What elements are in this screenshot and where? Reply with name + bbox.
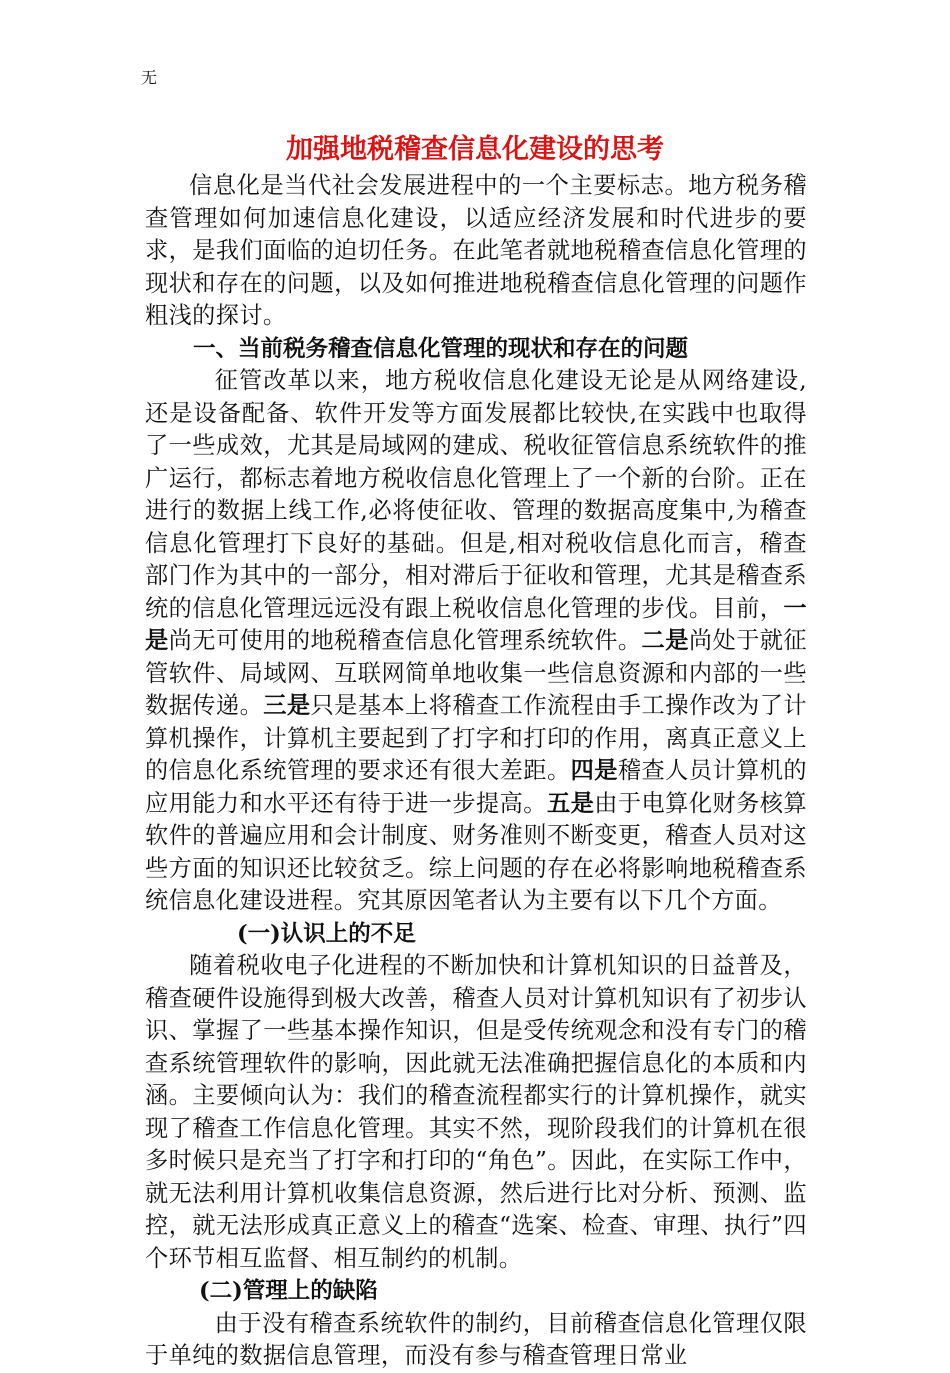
subsection2-paragraph: 由于没有稽查系统软件的制约，目前稽查信息化管理仅限于单纯的数据信息管理，而没有参与稽查管理日常业 bbox=[145, 1309, 807, 1369]
point-two-label: 二是 bbox=[641, 627, 689, 654]
point-four-text: 稽查人员计算机的应用能力和水平还有待于进一步提高。 bbox=[145, 757, 807, 817]
point-one-text: 尚无可使用的地税稽查信息化管理系统软件。 bbox=[168, 627, 642, 654]
point-five-label: 五是 bbox=[546, 789, 595, 817]
subsection1-paragraph: 随着税收电子化进程的不断加快和计算机知识的日益普及，稽查硬件设施得到极大改善，稽查人员对计算机知识有了初步认识、掌握了一些基本操作知识，但是受传统观念和没有专门的稽查系统管理软件的影响，因此就无法准确把握信息化的本质和内涵。主要倾向认为：我们的稽查流程都实行的计算机操作，就实现了稽查工作信息化管理。其实不然，现阶段我们的计算机在很多时候只是充当了打字和打印的“角色”。因此，在实际工作中，就无法利用计算机收集信息资源，然后进行比对分析、预测、监控，就无法形成真正意义上的稽查“选案、检查、审理、执行”四个环节相互监督、相互制约的机制。 bbox=[145, 952, 807, 1272]
page-title: 加强地税稽查信息化建设的思考 bbox=[286, 134, 664, 165]
point-two-text: 尚处于就征管软件、局域网、互联网简单地收集一些信息资源和内部的一些数据传递。 bbox=[145, 627, 808, 719]
subsection-heading-2: (二)管理上的缺陷 bbox=[199, 1278, 378, 1304]
subsection-heading-1: (一)认识上的不足 bbox=[237, 920, 416, 947]
header-mark: 无 bbox=[141, 68, 158, 87]
point-four-label: 四是 bbox=[570, 757, 618, 784]
point-one-label: 一是 bbox=[145, 594, 807, 654]
section-heading-1: 一、当前税务稽查信息化管理的现状和存在的问题 bbox=[193, 335, 689, 362]
point-three-label: 三是 bbox=[263, 692, 311, 719]
point-five-text: 由于电算化财务核算软件的普遍应用和会计制度、财务准则不断变更，稽查人员对这些方面的知识还比较贫乏。综上问题的存在必将影响地税稽查系统信息化建设进程。究其原因笔者认为主要有以下几个方面。 bbox=[145, 789, 807, 914]
section1-paragraph bbox=[145, 365, 807, 918]
section1-text-start: 征管改革以来，地方税收信息化建设无论是从网络建设,还是设备配备、软件开发等方面发展都比较快,在实践中也取得了一些成效，尤其是局域网的建成、税收征管信息系统软件的推广运行，都标志着地方税收信息化管理上了一个新的台阶。正在进行的数据上线工作,必将使征收、管理的数据高度集中,为稽查信息化管理打下良好的基础。但是,相对税收信息化而言，稽查部门作为其中的一部分，相对滞后于征收和管理，尤其是稽查系统的信息化管理远远没有跟上税收信息化管理的步伐。目前， bbox=[145, 367, 807, 622]
document-body bbox=[145, 170, 807, 1373]
intro-paragraph: 信息化是当代社会发展进程中的一个主要标志。地方税务稽查管理如何加速信息化建设，以适应经济发展和时代进步的要求，是我们面临的迫切任务。在此笔者就地税稽查信息化管理的现状和存在的问题，以及如何推进地税稽查信息化管理的问题作粗浅的探讨。 bbox=[145, 172, 807, 329]
point-three-text: 只是基本上将稽查工作流程由手工操作改为了计算机操作，计算机主要起到了打字和打印的作用，离真正意义上的信息化系统管理的要求还有很大差距。 bbox=[145, 692, 808, 784]
